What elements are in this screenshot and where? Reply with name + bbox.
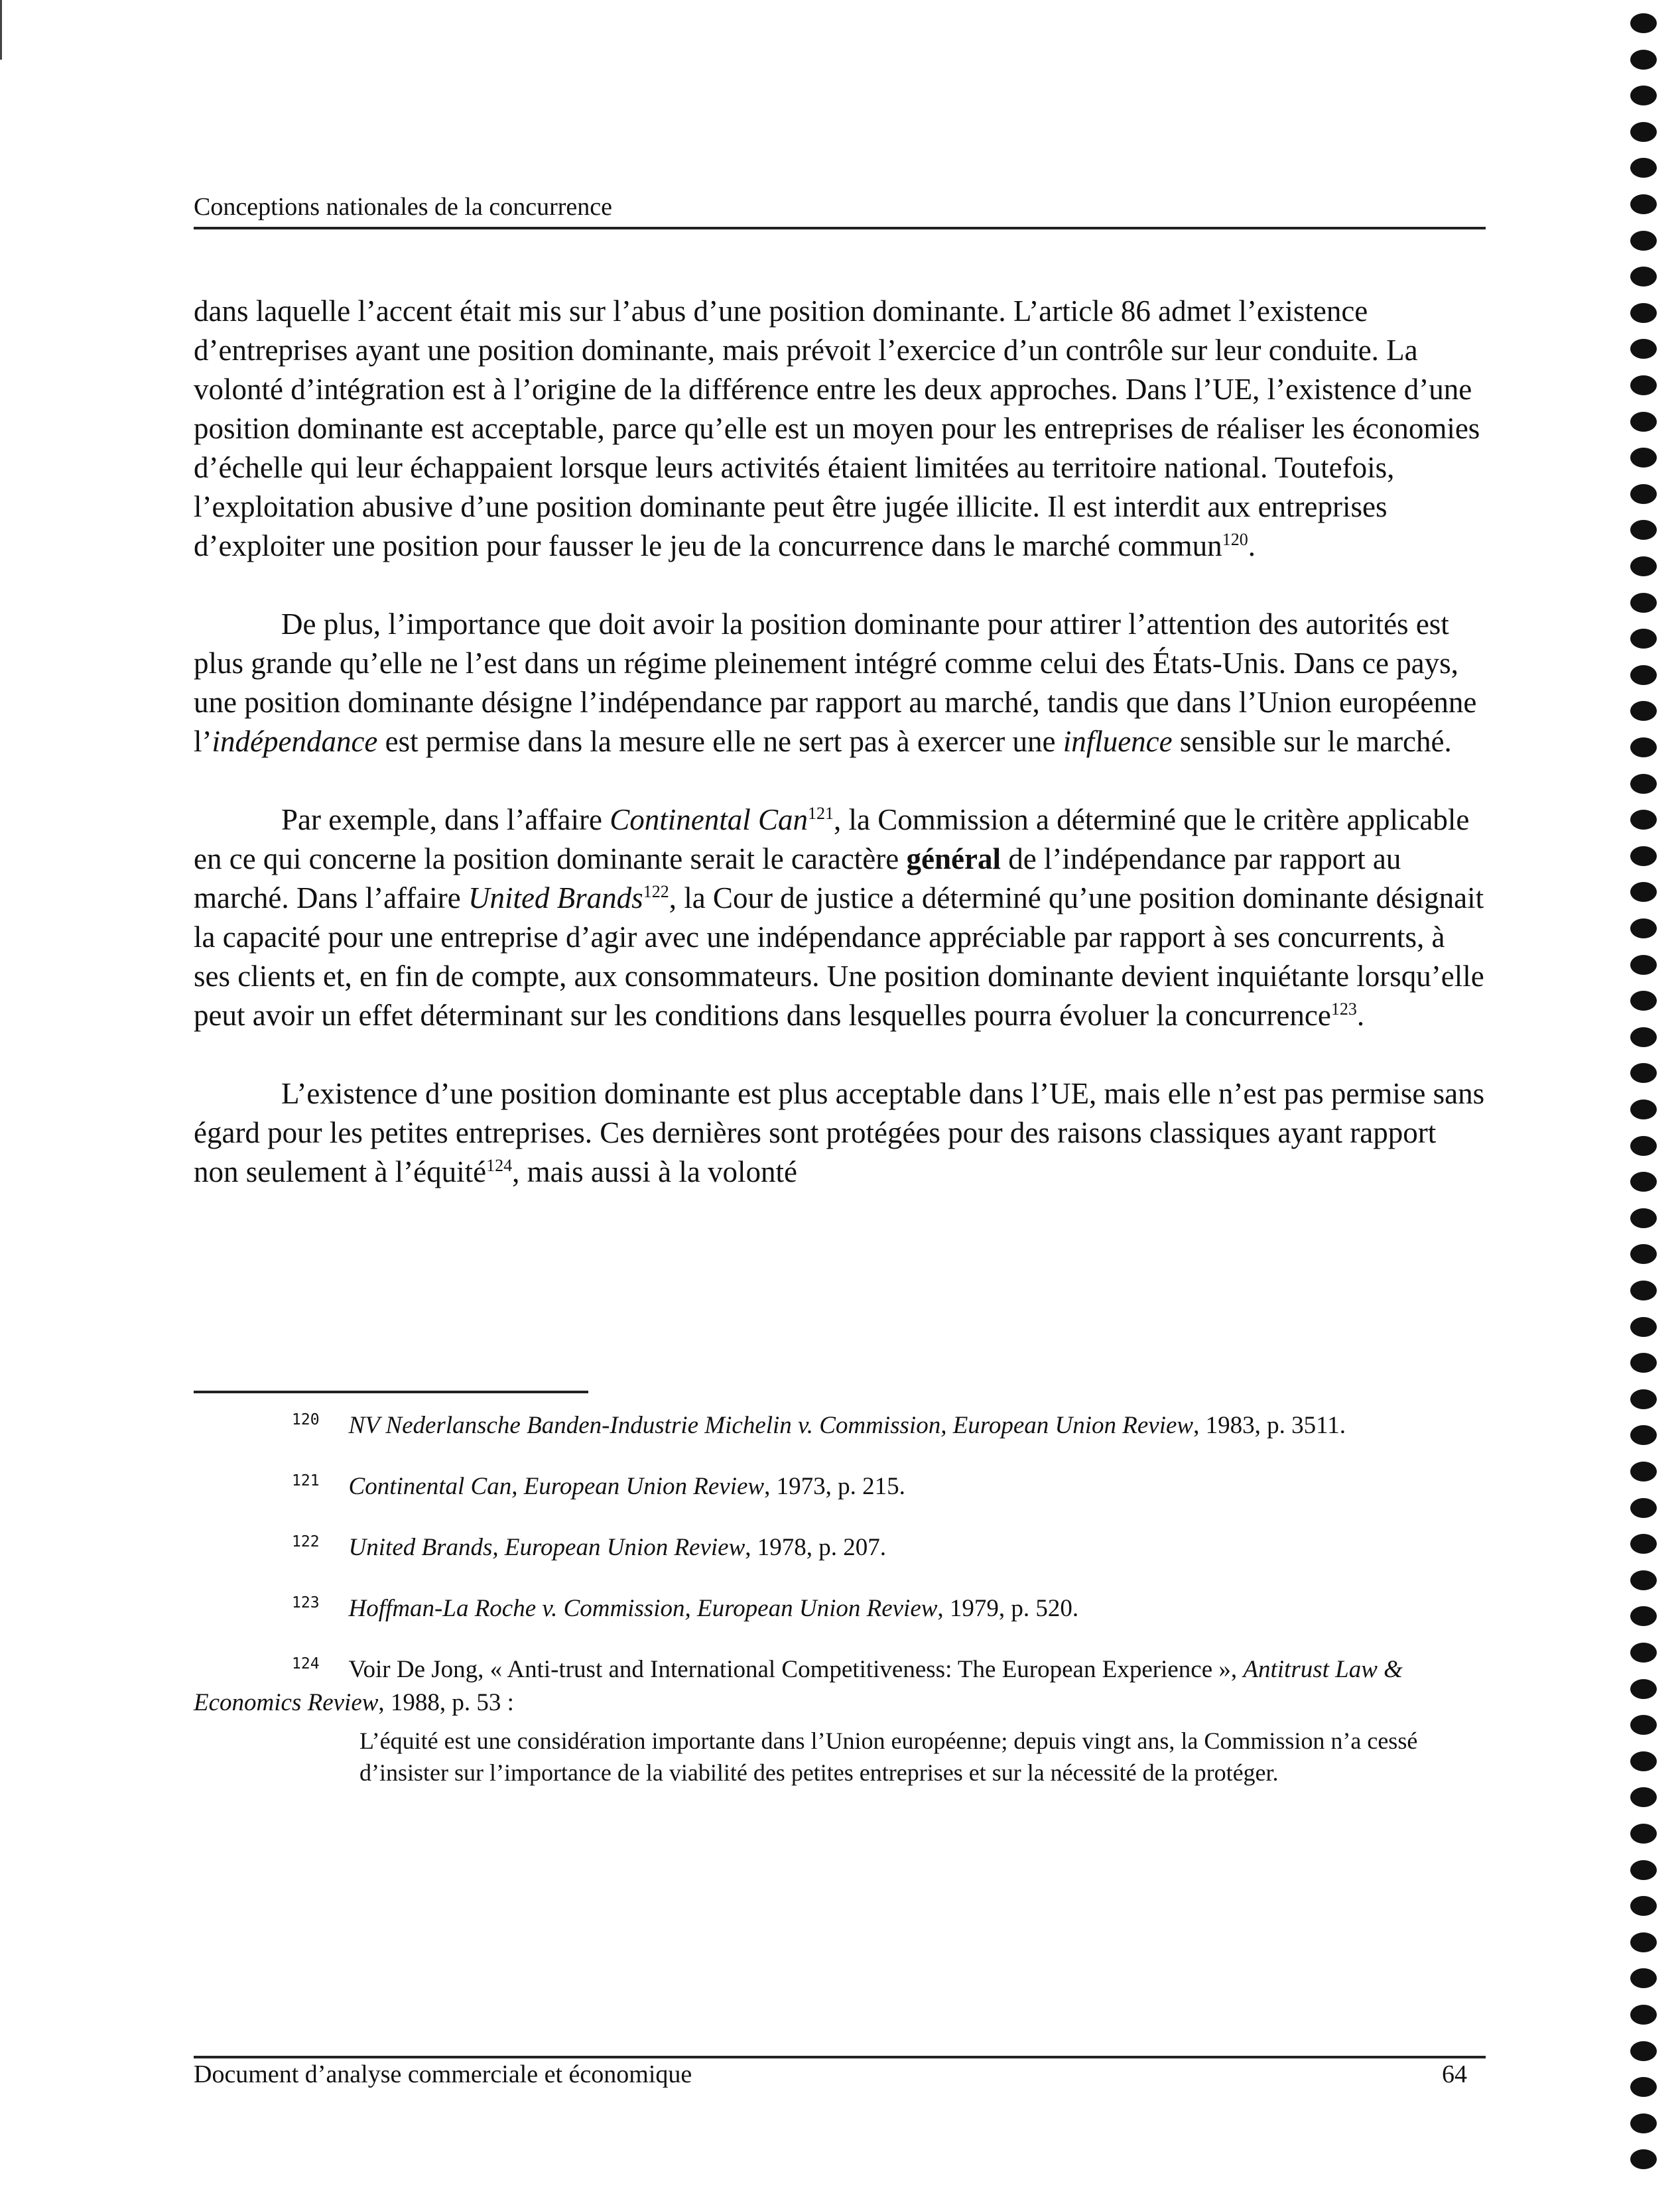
footnote-text	[194, 1656, 1403, 1716]
footnote-121	[194, 1470, 1486, 1503]
footnote-123	[194, 1592, 1486, 1625]
running-header: Conceptions nationales de la concurrence	[194, 192, 1486, 229]
binding-hole	[1630, 303, 1657, 323]
binding-hole	[1630, 1751, 1657, 1771]
text-run: , 1983, p. 3511.	[1193, 1412, 1346, 1439]
binding-hole	[1630, 1063, 1657, 1083]
binding-hole	[1630, 86, 1657, 105]
binding-hole	[1630, 1353, 1657, 1373]
text-run: De plus, l’importance que doit avoir la position dominante pour attirer l’attention des autorités est plus grande qu’elle ne l’est dans un régime pleinement intégré comme celui des États-Unis. Dans ce pays, une position dominante désigne l’indépendance par rapport au marché, tandis que dans l’Union européenne l’	[194, 607, 1477, 758]
italic-run: NV Nederlansche Banden-Industrie Michelin v. Commission, European Union Review	[348, 1412, 1194, 1439]
italic-run: Antitrust Law & Economics Review	[194, 1656, 1403, 1716]
footer-title: Document d’analyse commerciale et économique	[194, 2060, 692, 2088]
binding-hole	[1630, 774, 1657, 794]
footnote-reference: 122	[643, 882, 669, 901]
binding-hole	[1630, 2149, 1657, 2169]
binding-hole	[1630, 375, 1657, 395]
binding-hole	[1630, 50, 1657, 70]
footnote-block-quote: L’équité est une considération importante dans l’Union européenne; depuis vingt ans, la Commission n’a cessé d’insister sur l’importance de la viabilité des petites entreprises et sur la nécessité de la protéger.	[359, 1728, 1418, 1786]
text-run: , mais aussi à la volonté	[512, 1155, 798, 1188]
footnote-number: 120	[292, 1411, 320, 1428]
paragraph-2	[194, 605, 1486, 761]
italic-run: indépendance	[212, 725, 378, 758]
binding-hole	[1630, 737, 1657, 757]
text-run: Voir De Jong, « Anti-trust and International Competitiveness: The European Experience »,	[348, 1656, 1244, 1683]
binding-hole	[1630, 484, 1657, 504]
binding-hole	[1630, 1606, 1657, 1626]
binding-hole	[1630, 1570, 1657, 1590]
binding-hole	[1630, 1896, 1657, 1916]
footnote-reference: 123	[1330, 999, 1357, 1019]
footnote-reference: 121	[807, 804, 834, 823]
binding-hole	[1630, 2113, 1657, 2133]
binding-hole	[1630, 1425, 1657, 1445]
binding-hole	[1630, 665, 1657, 685]
paragraph-1	[194, 292, 1486, 566]
binding-hole	[1630, 629, 1657, 649]
binding-hole	[1630, 339, 1657, 359]
binding-hole	[1630, 412, 1657, 432]
footnote-124	[194, 1653, 1486, 1720]
binding-hole	[1630, 194, 1657, 214]
text-run: , la Cour de justice a déterminé qu’une position dominante désignait la capacité pour une entreprise d’agir avec une indépendance appréciable par rapport à ses concurrents, à ses clients et, en fin de compte, aux consommateurs. Une position dominante devient inquiétante lorsqu’elle peut avoir un effet déterminant sur les conditions dans lesquelles pourra évoluer la concurrence	[194, 881, 1484, 1032]
binding-hole	[1630, 1498, 1657, 1518]
binding-hole	[1630, 1534, 1657, 1554]
binding-hole	[1630, 1208, 1657, 1228]
binding-hole	[1630, 1932, 1657, 1952]
text-run: L’existence d’une position dominante est plus acceptable dans l’UE, mais elle n’est pas permise sans égard pour les petites entreprises. Ces dernières sont protégées pour des raisons classiques ayant rapport non seulement à l’équité	[194, 1077, 1485, 1188]
binding-hole	[1630, 1787, 1657, 1807]
binding-hole	[1630, 556, 1657, 576]
italic-run: United Brands	[468, 881, 643, 914]
footnote-number: 123	[292, 1594, 320, 1611]
binding-hole	[1630, 593, 1657, 613]
text-run: .	[1248, 529, 1256, 562]
italic-run: influence	[1063, 725, 1173, 758]
binding-hole	[1630, 918, 1657, 938]
binding-hole	[1630, 448, 1657, 468]
footnote-120	[194, 1409, 1486, 1442]
binding-hole	[1630, 1281, 1657, 1300]
binding-hole	[1630, 520, 1657, 540]
text-run: .	[1356, 999, 1365, 1032]
binding-hole	[1630, 1027, 1657, 1047]
binding-hole	[1630, 882, 1657, 902]
binding-hole	[1630, 955, 1657, 975]
running-footer	[194, 2056, 1486, 2089]
binding-hole	[1630, 1317, 1657, 1337]
text-run: est permise dans la mesure elle ne sert pas à exercer une	[377, 725, 1063, 758]
binding-hole	[1630, 1389, 1657, 1409]
binding-hole	[1630, 1462, 1657, 1481]
binding-hole	[1630, 1244, 1657, 1264]
page-number: 64	[1442, 2060, 1467, 2088]
footnote-number: 122	[292, 1533, 320, 1550]
binding-hole	[1630, 1100, 1657, 1119]
bold-run: général	[906, 842, 1001, 875]
binding-hole	[1630, 231, 1657, 251]
text-run: , 1973, p. 215.	[764, 1473, 905, 1500]
text-run: dans laquelle l’accent était mis sur l’abus d’une position dominante. L’article 86 admet l’existence d’entreprises ayant une position dominante, mais prévoit l’exercice d’un contrôle sur leur conduite. La volonté d’intégration est à l’origine de la différence entre les deux approches. Dans l’UE, l’existence d’une position dominante est acceptable, parce qu’elle est un moyen pour les entreprises de réaliser les économies d’échelle qui leur échappaient lorsque leurs activités étaient limitées au territoire national. Toutefois, l’exploitation abusive d’une position dominante peut être jugée illicite. Il est interdit aux entreprises d’exploiter une position pour fausser le jeu de la concurrence dans le marché commun	[194, 294, 1480, 562]
binding-hole	[1630, 1172, 1657, 1192]
italic-run: Hoffman-La Roche v. Commission, European Union Review	[348, 1595, 938, 1622]
binding-hole	[1630, 1968, 1657, 1988]
binding-hole	[1630, 1679, 1657, 1699]
binding-hole	[1630, 701, 1657, 721]
footnote-reference: 120	[1222, 530, 1248, 549]
text-run: , la Commission a déterminé que le critère applicable en ce qui concerne la position dominante serait le caractère	[194, 803, 1470, 875]
body-text	[194, 292, 1486, 1231]
paragraph-3	[194, 800, 1486, 1035]
footnote-number: 124	[292, 1655, 320, 1672]
binding-hole	[1630, 2077, 1657, 2097]
binding-hole	[1630, 13, 1657, 33]
text-run: , 1988, p. 53 :	[378, 1689, 514, 1716]
text-run: sensible sur le marché.	[1172, 725, 1452, 758]
binding-hole	[1630, 2041, 1657, 2061]
binding-hole	[1630, 1715, 1657, 1735]
binding-hole	[1630, 1824, 1657, 1844]
footnote-reference: 124	[486, 1156, 513, 1175]
italic-run: Continental Can, European Union Review	[348, 1473, 765, 1500]
text-run: de l’indépendance par rapport au marché. Dans l’affaire	[194, 842, 1401, 914]
binding-hole	[1630, 846, 1657, 866]
binding-hole	[1630, 1860, 1657, 1880]
text-run: Par exemple, dans l’affaire	[281, 803, 610, 836]
footnote-text	[349, 1534, 886, 1561]
binding-hole	[1630, 122, 1657, 142]
binding-holes	[1630, 13, 1657, 2202]
footnote-text	[349, 1473, 905, 1500]
footnotes	[194, 1409, 1486, 1789]
text-run: , 1979, p. 520.	[937, 1595, 1079, 1622]
paragraph-4	[194, 1074, 1486, 1192]
footnote-separator	[194, 1391, 588, 1393]
binding-hole	[1630, 158, 1657, 178]
binding-hole	[1630, 267, 1657, 286]
binding-hole	[1630, 810, 1657, 830]
text-run: , 1978, p. 207.	[745, 1534, 887, 1561]
footnote-text	[349, 1595, 1079, 1622]
italic-run: Continental Can	[610, 803, 808, 836]
binding-hole	[1630, 1136, 1657, 1156]
scan-edge-line	[0, 0, 2, 60]
binding-hole	[1630, 2005, 1657, 2025]
binding-hole	[1630, 1643, 1657, 1663]
footnote-122	[194, 1531, 1486, 1564]
italic-run: United Brands, European Union Review	[348, 1534, 745, 1561]
binding-hole	[1630, 991, 1657, 1011]
footnote-text	[349, 1412, 1346, 1439]
footnote-number: 121	[292, 1472, 320, 1489]
